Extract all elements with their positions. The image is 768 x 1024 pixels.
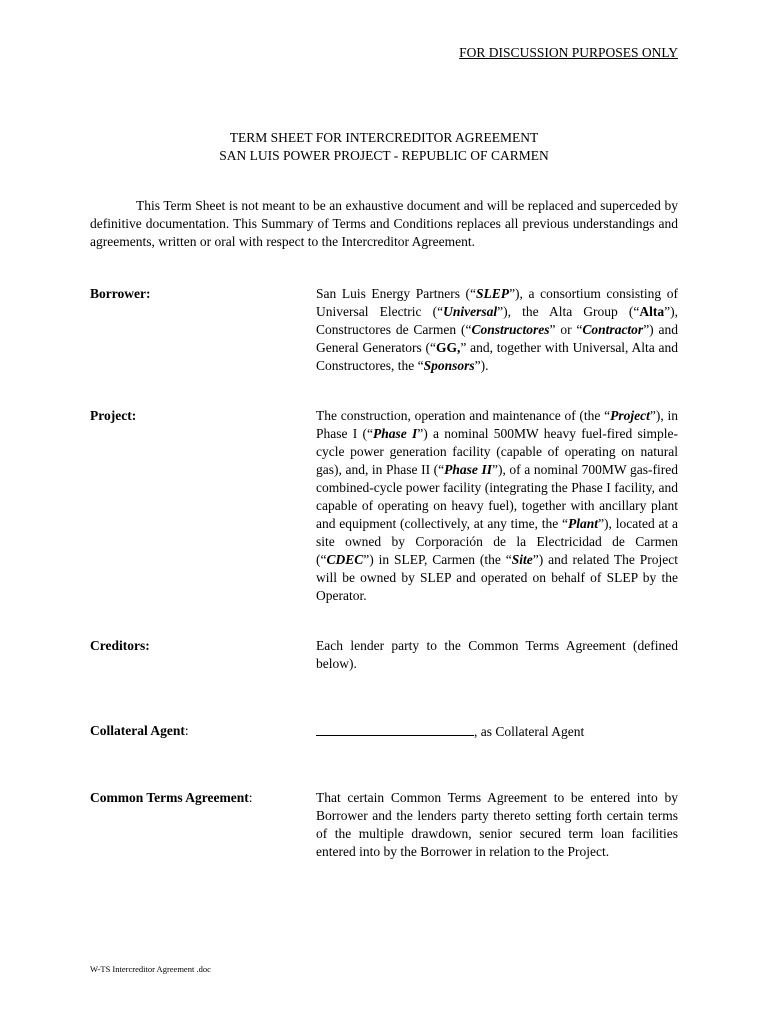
term-label-project: Project: [90,408,137,423]
term-body-borrower: San Luis Energy Partners (“SLEP”), a consortium consisting of Universal Electric (“Universal”), the Alta Group (“Alta”), Constructores de Carmen (“Constructores” or “Contractor”) and General Generators (“GG,” and, together with Universal, Alta and Constructores, the “Sponsors”). [316,286,679,373]
collateral-agent-blank [316,722,474,736]
footer-filename: W-TS Intercreditor Agreement .doc [90,964,211,974]
term-body-collateral-agent: , as Collateral Agent [316,722,678,741]
term-body-creditors: Each lender party to the Common Terms Agreement (defined below). [316,638,678,671]
term-label-creditors: Creditors: [90,638,150,653]
document-title [0,129,768,165]
term-body-common-terms: That certain Common Terms Agreement to be entered into by Borrower and the lenders party thereto setting forth certain terms of the multiple drawdown, senior secured term loan facilities entered into by the Borrower in relation to the Project. [316,790,678,859]
term-label-collateral-agent: Collateral Agent: [90,723,189,738]
term-label-borrower: Borrower: [90,286,151,301]
discussion-purposes-note: FOR DISCUSSION PURPOSES ONLY [459,45,678,60]
intro-paragraph: This Term Sheet is not meant to be an exhaustive document and will be replaced and superceded by definitive documentation. This Summary of Terms and Conditions replaces all previous understandings and agreements, written or oral with respect to the Intercreditor Agreement. [90,198,678,249]
title-line-1: TERM SHEET FOR INTERCREDITOR AGREEMENT [229,130,539,145]
term-label-common-terms: Common Terms Agreement: [90,790,253,805]
term-body-project: The construction, operation and maintenance of (the “Project”), in Phase I (“Phase I”) a nominal 500MW heavy fuel-fired simple-cycle power generation facility (capable of operating on natural gas), and, in Phase II (“Phase II”), of a nominal 700MW gas-fired combined-cycle power facility (integrating the Phase I facility, and capable of operating on heavy fuel), together with ancillary plant and equipment (collectively, at any time, the “Plant”), located at a site owned by Corporación de la Electricidad de Carmen (“CDEC”) in SLEP, Carmen (the “Site”) and related The Project will be owned by SLEP and operated on behalf of SLEP by the Operator. [316,408,679,603]
title-line-2: SAN LUIS POWER PROJECT - REPUBLIC OF CARMEN [219,148,549,163]
